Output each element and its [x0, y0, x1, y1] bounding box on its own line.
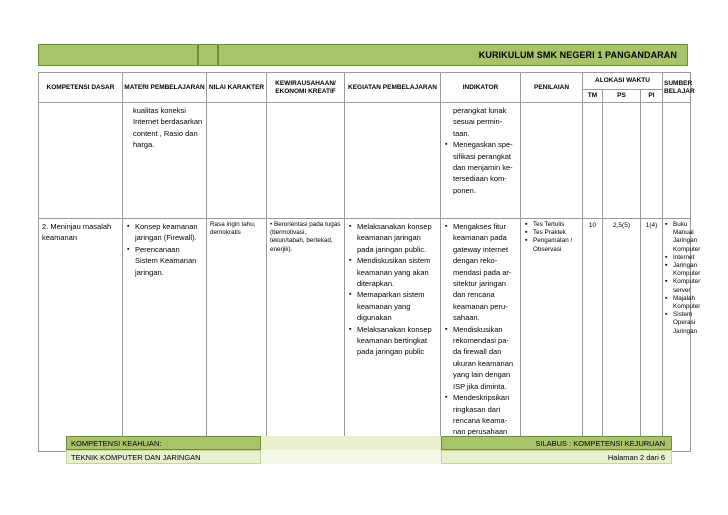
header-kompetensi-dasar: KOMPETENSI DASAR — [39, 73, 123, 103]
footer-page-number: Halaman 2 dari 6 — [441, 450, 672, 464]
header-penilaian: PENILAIAN — [521, 73, 583, 103]
footer-row-1 — [66, 436, 672, 450]
list-item: ▪ Internet — [664, 254, 689, 262]
list-item: ▪ Memaparkan sistem keamanan yang digunakan — [348, 289, 437, 323]
indikator-list — [444, 139, 517, 196]
penilaian-list — [524, 221, 579, 254]
list-item: ▪ Mendeskripsikan ringkasan dari rencana keama-nan perusahaan — [444, 392, 517, 449]
header-alokasi-waktu: ALOKASI WAKTU — [583, 73, 663, 90]
pi-value: 1(4) — [645, 222, 658, 229]
header-kegiatan: KEGIATAN PEMBELAJARAN — [345, 73, 441, 103]
nilai-cell: Rasa ingin tahu, demokratis — [210, 221, 256, 237]
list-item: ▪ Majalah Komputer — [664, 295, 689, 311]
list-item: ▪ Perencanaan Sistem Keamanan jaringan. — [126, 244, 203, 278]
list-item: ▪ Buku Manual Jaringan Komputer — [664, 221, 689, 254]
list-item: ▪ Mendiskusikan rekomendasi pa-da firewall dan ukuran keamanan yang lain dengan ISP jika diminta. — [444, 324, 517, 392]
header-materi: MATERI PEMBELAJARAN — [123, 73, 207, 103]
materi-list — [126, 221, 203, 278]
indikator-intro: perangkat lunak sesuai permin-taan. — [453, 106, 507, 138]
indikator-list — [444, 221, 517, 449]
list-item: ▪ Melaksanakan konsep keamanan jaringan pada jaringan public. — [348, 221, 437, 255]
footer-silabus-label: SILABUS : KOMPETENSI KEJURUAN — [441, 436, 672, 450]
ps-value: 2,5(5) — [613, 222, 630, 229]
kewirausahaan-cell: • Berorientasi pada tugas (bermotivasi, tekun/tabah, bertekad, enerjik). — [270, 221, 341, 253]
list-item: ▪ Tes Praktek — [524, 229, 579, 237]
list-item: ▪ Mendiskusikan sistem keamanan yang akan diterapkan. — [348, 255, 437, 289]
footer-program-label: TEKNIK KOMPUTER DAN JARINGAN — [66, 450, 261, 464]
header-nilai: NILAI KARAKTER — [207, 73, 267, 103]
header-tm: TM — [583, 90, 603, 103]
materi-cell: kualitas koneksi Internet berdasarkan content , Rasio dan harga. — [133, 106, 203, 150]
list-item: ▪ Tes Tertulis — [524, 221, 579, 229]
tm-value: 10 — [588, 222, 597, 229]
list-item: ▪ Sistem Operasi Jaringan — [664, 311, 689, 336]
table-row-continuation — [39, 103, 691, 219]
footer-row-2 — [66, 450, 672, 464]
header-kewirausahaan: KEWIRAUSAHAAN/ EKONOMI KREATIF — [267, 73, 345, 103]
list-item: ▪ Konsep keamanan jaringan (Firewall). — [126, 221, 203, 244]
banner-block-left — [38, 44, 198, 66]
footer-kompetensi-label: KOMPETENSI KEAHLIAN: — [66, 436, 261, 450]
header-banner — [38, 44, 688, 66]
list-item: ▪ Komputer server — [664, 278, 689, 294]
table-row-meninjau — [39, 219, 691, 452]
list-item: ▪ Mengakses fitur keamanan pada gateway internet dengan reko-mendasi pada ar-sitektur jaringan dan rencana keamanan peru-sahaan. — [444, 221, 517, 324]
header-sumber: SUMBER BELAJAR — [663, 73, 691, 103]
header-ps: PS — [603, 90, 641, 103]
kegiatan-list — [348, 221, 437, 358]
kompetensi-cell: 2. Meninjau masalah keamanan — [42, 222, 112, 243]
list-item: ▪ Jaringan Komputer — [664, 262, 689, 278]
banner-title: KURIKULUM SMK NEGERI 1 PANGANDARAN — [218, 44, 688, 66]
list-item: ▪ Pengamatan / Observasi — [524, 237, 579, 253]
list-item: ▪ Melaksanakan konsep keamanan bertingkat pada jaringan public — [348, 324, 437, 358]
header-pi: PI — [641, 90, 663, 103]
header-indikator: INDIKATOR — [441, 73, 521, 103]
banner-block-mid — [198, 44, 218, 66]
list-item: ▪ Menegaskan spe-sifikasi perangkat dan menjamin ke-tersediaan kom-ponen. — [444, 139, 517, 196]
syllabus-table — [38, 72, 701, 452]
sumber-list — [664, 221, 701, 336]
